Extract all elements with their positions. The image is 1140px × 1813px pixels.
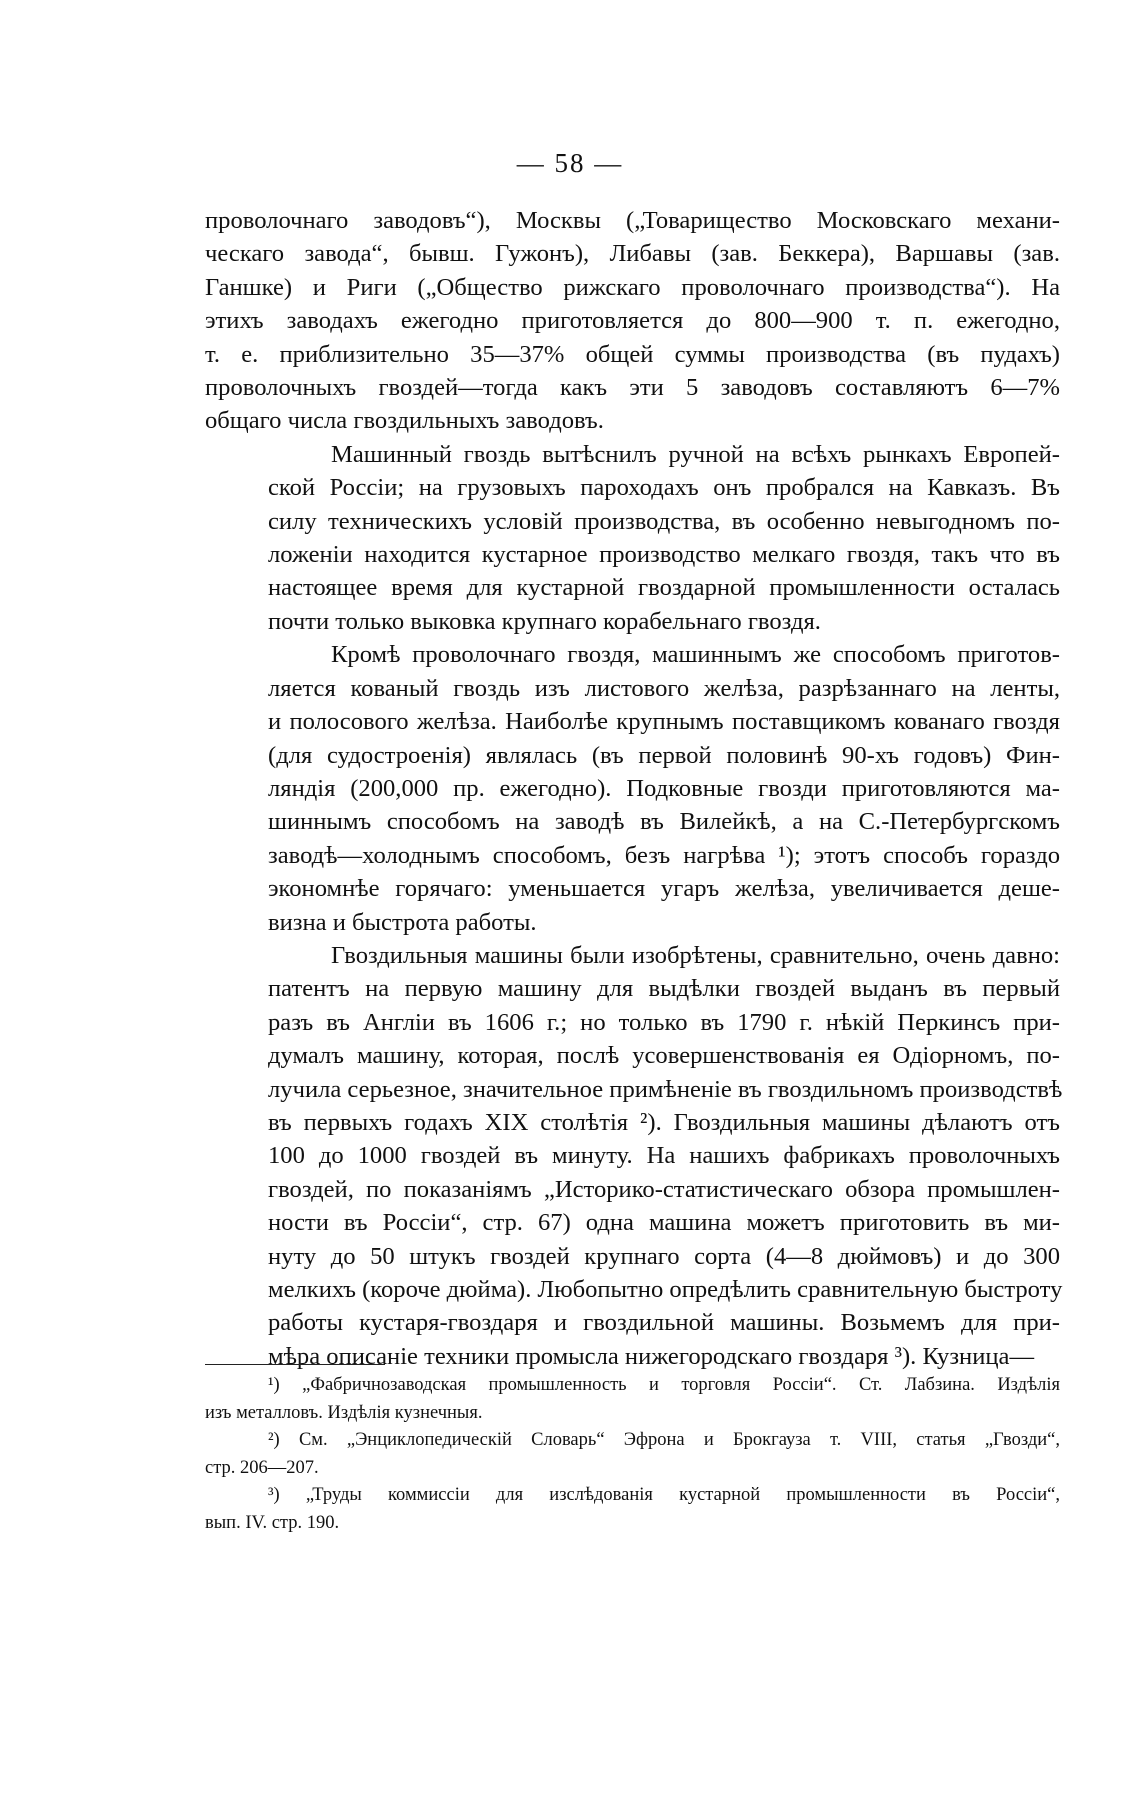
footnote-line: вып. IV. стр. 190. xyxy=(205,1512,340,1533)
paragraph xyxy=(205,638,1060,939)
text-line: разъ въ Англіи въ 1606 г.; но только въ 1790 г. нѣкій Перкинсъ при- xyxy=(268,1008,1060,1036)
footnote-line: ²) См. „Энциклопедическій Словарь“ Эфрона и Брокгауза т. VIII, статья „Гвозди“, xyxy=(268,1430,1060,1450)
text-line: 100 до 1000 гвоздей въ минуту. На нашихъ фабрикахъ проволочныхъ xyxy=(268,1142,1060,1170)
paragraph xyxy=(205,204,1060,438)
text-line: т. е. приблизительно 35—37% общей суммы производства (въ пудахъ) xyxy=(205,340,1060,368)
text-line: мѣра описаніе техники промысла нижегородскаго гвоздаря ³). Кузница— xyxy=(268,1342,1035,1370)
body-text xyxy=(205,204,1063,1373)
text-line: гвоздей, по показаніямъ „Историко-статистическаго обзора промышлен- xyxy=(268,1175,1060,1203)
footnote-line: стр. 206—207. xyxy=(205,1457,319,1478)
text-line: и полосового желѣза. Наиболѣе крупнымъ поставщикомъ кованаго гвоздя xyxy=(268,708,1060,736)
text-line: ческаго завода“, бывш. Гужонъ), Либавы (зав. Беккера), Варшавы (зав. xyxy=(205,240,1060,268)
footnote-line: ³) „Труды коммиссіи для изслѣдованія кустарной промышленности въ Россіи“, xyxy=(268,1485,1060,1505)
text-line: работы кустаря-гвоздаря и гвоздильной машины. Возьмемъ для при- xyxy=(268,1309,1060,1337)
text-line: заводѣ—холоднымъ способомъ, безъ нагрѣва ¹); этотъ способъ гораздо xyxy=(268,841,1060,869)
text-line: почти только выковка крупнаго корабельнаго гвоздя. xyxy=(268,607,821,635)
text-line: ляндія (200,000 пр. ежегодно). Подковные гвозди приготовляются ма- xyxy=(268,774,1060,802)
footnote xyxy=(205,1482,1060,1537)
text-line: въ первыхъ годахъ XIX столѣтія ²). Гвоздильныя машины дѣлаютъ отъ xyxy=(268,1108,1060,1136)
footnote-line: ¹) „Фабричнозаводская промышленность и торговля Россіи“. Ст. Лабзина. Издѣлія xyxy=(268,1375,1060,1395)
text-line: визна и быстрота работы. xyxy=(268,908,537,936)
paragraph xyxy=(205,939,1063,1373)
text-line: Кромѣ проволочнаго гвоздя, машиннымъ же способомъ приготов- xyxy=(331,641,1060,669)
footnote-divider xyxy=(205,1364,385,1365)
text-line: Ганшке) и Риги („Общество рижскаго проволочнаго производства“). На xyxy=(205,273,1060,301)
footnote-line: изъ металловъ. Издѣлія кузнечныя. xyxy=(205,1402,483,1423)
text-line: настоящее время для кустарной гвоздарной промышленности осталась xyxy=(268,574,1060,602)
footnotes xyxy=(205,1372,1060,1537)
text-line: мелкихъ (короче дюйма). Любопытно опредѣлить сравнительную быстроту xyxy=(268,1276,1063,1303)
text-line: силу техническихъ условій производства, въ особенно невыгодномъ по- xyxy=(268,507,1060,535)
paragraph xyxy=(205,438,1060,638)
text-line: лучила серьезное, значительное примѣненіе въ гвоздильномъ производствѣ xyxy=(268,1075,1063,1103)
text-line: шиннымъ способомъ на заводѣ въ Вилейкѣ, а на С.-Петербургскомъ xyxy=(268,808,1060,836)
text-line: нуту до 50 штукъ гвоздей крупнаго сорта (4—8 дюймовъ) и до 300 xyxy=(268,1242,1060,1270)
text-line: думалъ машину, которая, послѣ усовершенствованія ея Одіорномъ, по- xyxy=(268,1042,1060,1070)
footnote xyxy=(205,1427,1060,1482)
text-line: (для судостроенія) являлась (въ первой половинѣ 90-хъ годовъ) Фин- xyxy=(268,741,1060,769)
text-line: Гвоздильныя машины были изобрѣтены, сравнительно, очень давно: xyxy=(331,941,1060,969)
text-line: проволочныхъ гвоздей—тогда какъ эти 5 заводовъ составляютъ 6—7% xyxy=(205,374,1060,402)
footnote xyxy=(205,1372,1060,1427)
text-line: проволочнаго заводовъ“), Москвы („Товарищество Московскаго механи- xyxy=(205,207,1060,234)
page-number: — 58 — xyxy=(516,148,624,178)
text-line: этихъ заводахъ ежегодно приготовляется до 800—900 т. п. ежегодно, xyxy=(205,307,1060,335)
text-line: экономнѣе горячаго: уменьшается угаръ желѣза, увеличивается деше- xyxy=(268,875,1060,903)
text-line: общаго числа гвоздильныхъ заводовъ. xyxy=(205,407,604,435)
text-line: ской Россіи; на грузовыхъ пароходахъ онъ пробрался на Кавказъ. Въ xyxy=(268,474,1060,502)
text-line: Машинный гвоздь вытѣснилъ ручной на всѣхъ рынкахъ Европей- xyxy=(331,440,1060,468)
text-line: ложеніи находится кустарное производство мелкаго гвоздя, такъ что въ xyxy=(268,541,1060,569)
text-line: патентъ на первую машину для выдѣлки гвоздей выданъ въ первый xyxy=(268,975,1060,1003)
text-line: ляется кованый гвоздь изъ листового желѣза, разрѣзаннаго на ленты, xyxy=(268,674,1060,702)
text-line: ности въ Россіи“, стр. 67) одна машина можетъ приготовить въ ми- xyxy=(268,1209,1060,1237)
